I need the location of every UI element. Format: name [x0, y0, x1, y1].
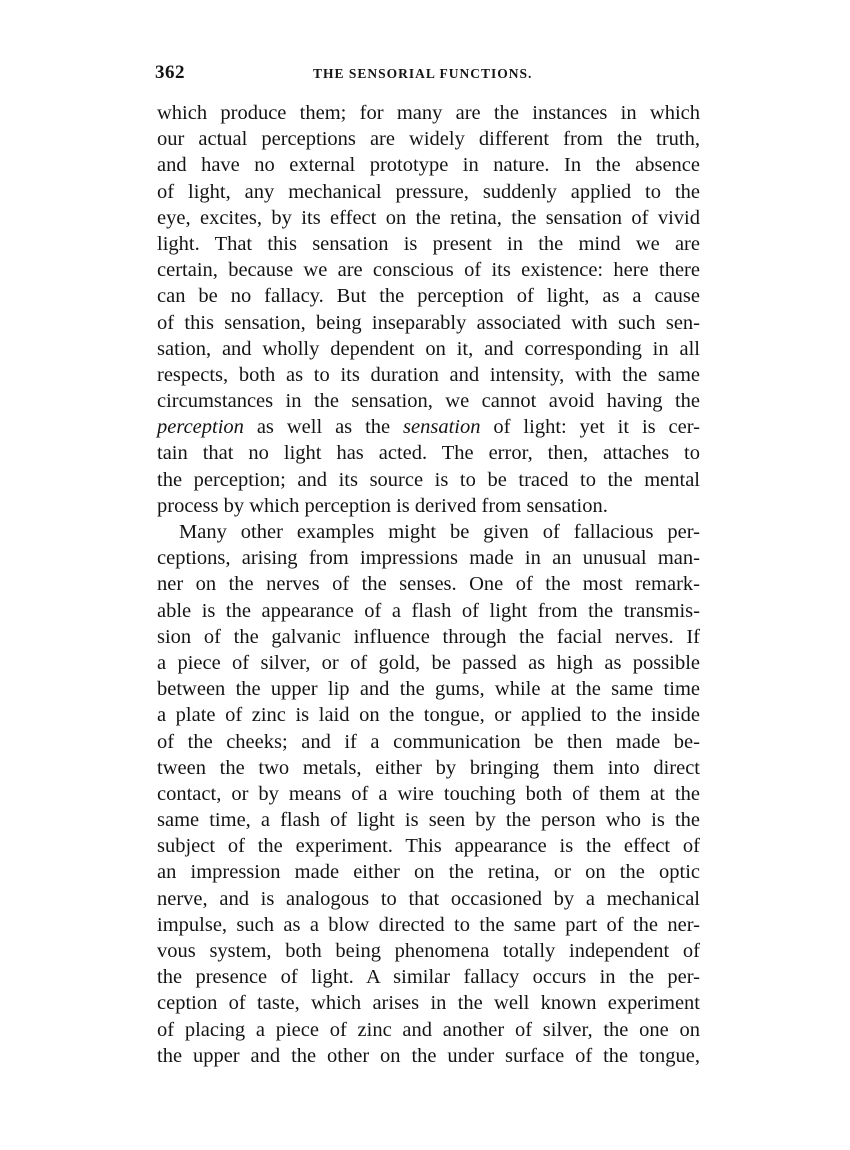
text-line: a piece of silver, or of gold, be passed as high as possible: [157, 651, 700, 674]
text-line: light. That this sensation is present in the mind we are: [157, 232, 700, 255]
body-text: [157, 100, 700, 1069]
text-line: ception of taste, which arises in the well known experiment: [157, 992, 700, 1015]
italic-perception: perception: [157, 416, 244, 439]
text-line: Many other examples might be given of fallacious per-: [179, 521, 700, 543]
paragraph-1: [157, 100, 700, 519]
text-line: sion of the galvanic influence through the facial nerves. If: [157, 625, 700, 648]
text-line: ceptions, arising from impressions made in an unusual man-: [157, 547, 700, 570]
text-line: of placing a piece of zinc and another of silver, the one on: [157, 1018, 700, 1041]
text-line: of light, any mechanical pressure, suddenly applied to the: [157, 180, 700, 203]
text-line: able is the appearance of a flash of light from the transmis-: [157, 599, 700, 622]
text-line: subject of the experiment. This appearance is the effect of: [157, 835, 700, 858]
page-number: 362: [155, 62, 185, 83]
text-line: vous system, both being phenomena totally independent of: [157, 940, 700, 962]
text-line: the perception; and its source is to be traced to the mental: [157, 468, 700, 491]
text-line: circumstances in the sensation, we cannot avoid having the: [157, 390, 700, 413]
text-line: tain that no light has acted. The error, then, attaches to: [157, 442, 700, 465]
page-header: [155, 62, 700, 88]
text-line: a plate of zinc is laid on the tongue, or applied to the inside: [157, 704, 700, 727]
text-line: nerve, and is analogous to that occasioned by a mechanical: [157, 887, 700, 910]
text-line: sation, and wholly dependent on it, and corresponding in all: [157, 337, 700, 360]
text-line: can be no fallacy. But the perception of light, as a cause: [157, 285, 700, 308]
text-line: our actual perceptions are widely different from the truth,: [157, 128, 700, 151]
text-line-with-italics: [157, 414, 700, 440]
running-title: THE SENSORIAL FUNCTIONS.: [313, 66, 533, 81]
text-line: ner on the nerves of the senses. One of the most remark-: [157, 573, 700, 596]
paragraph-2: [157, 519, 700, 1069]
text-line: of the cheeks; and if a communication be then made be-: [157, 730, 700, 753]
text-line: process by which perception is derived from sensation.: [157, 494, 608, 517]
text-line: contact, or by means of a wire touching both of them at the: [157, 782, 700, 805]
text-line: same time, a flash of light is seen by the person who is the: [157, 809, 700, 832]
text-line: and have no external prototype in nature. In the absence: [157, 154, 700, 177]
text-line: tween the two metals, either by bringing them into direct: [157, 756, 700, 779]
text-segment: of light: yet it is cer-: [480, 416, 700, 439]
text-line: between the upper lip and the gums, while at the same time: [157, 678, 700, 701]
text-line: which produce them; for many are the instances in which: [157, 102, 700, 124]
text-line: eye, excites, by its effect on the retina, the sensation of vivid: [157, 206, 700, 229]
text-line: the upper and the other on the under surface of the tongue,: [157, 1044, 700, 1067]
text-segment: as well as the: [243, 416, 404, 439]
text-line: respects, both as to its duration and intensity, with the same: [157, 363, 700, 386]
italic-sensation: sensation: [403, 416, 481, 439]
text-line: impulse, such as a blow directed to the same part of the ner-: [157, 913, 700, 936]
text-line: the presence of light. A similar fallacy occurs in the per-: [157, 966, 700, 989]
text-line: certain, because we are conscious of its existence: here there: [157, 259, 700, 282]
text-line: an impression made either on the retina, or on the optic: [157, 861, 700, 884]
text-line: of this sensation, being inseparably associated with such sen-: [157, 311, 700, 334]
